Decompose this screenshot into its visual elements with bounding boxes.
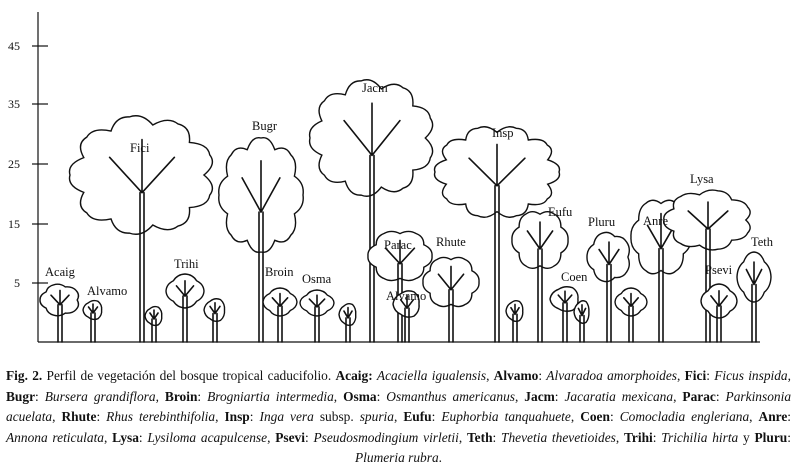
caption-code: Pluru: [754, 429, 788, 445]
caption-species-list: Acaig: Acaciella igualensis, Alvamo: Alvaradoa amorphoides, Fici: Ficus inspida, Bugr: Bursera grandiflora, Broin: Brogniartia intermedia, Osma: Osmanthus americanus, Jacm: Jacaratia mexicana, Parac: Parkinsonia acuelata, Rhute: Rhus terebinthifolia, Insp: Inga vera subsp. spuria, Eufu: Euphorbia tanquahuete, Coen: Comocladia engleriana, Anre: Annona reticulata, Lysa: Lysiloma acapulcense, Psevi: Pseudosmodingium virletii, Teth: Thevetia thevetioides, Trihi: Trichilia hirta y Pluru: Plumeria rubra.: [6, 368, 792, 465]
tick-15: [8, 217, 48, 231]
tree-alvamo-1-trunk: [89, 304, 98, 342]
caption-species: Trichilia hirta: [661, 429, 739, 445]
caption-code: Trihi: [624, 429, 653, 445]
tree-shrub-4: [506, 301, 523, 342]
caption-code: Parac: [682, 388, 716, 404]
caption-code: Teth: [466, 429, 493, 445]
tree-rhute: [423, 257, 479, 342]
caption-species: Pseudosmodingium virletii: [313, 429, 459, 445]
caption-species: Acaciella igualensis: [376, 368, 487, 383]
tick-label-5: 5: [14, 276, 20, 290]
tree-jacm-crown: [310, 80, 433, 197]
tree-broin-trunk: [272, 294, 287, 342]
label-broin: Broin: [265, 265, 294, 279]
tree-anre-trunk: [648, 214, 675, 342]
tree-shrub-2: [204, 299, 225, 342]
caption-species: Comocladia engleriana: [619, 409, 750, 424]
caption-species: Brogniartia intermedia: [207, 388, 334, 404]
caption-intro: Perfil de vegetación del bosque tropical caducifolio.: [42, 368, 336, 383]
caption-fig-label: Fig. 2.: [6, 368, 43, 383]
caption-species: Annona reticulata: [6, 429, 104, 445]
tree-shrub-6: [615, 288, 647, 342]
tick-label-45: 45: [8, 39, 20, 53]
label-insp: Insp: [492, 126, 514, 140]
label-lysa: Lysa: [690, 172, 714, 186]
tick-5: [14, 276, 48, 290]
label-psevi: Psevi: [705, 263, 733, 277]
caption-species: Inga vera: [259, 409, 314, 424]
tick-45: [8, 39, 48, 53]
label-trihi: Trihi: [174, 257, 199, 271]
figure-caption: [6, 366, 791, 469]
caption-code: Acaig:: [335, 368, 373, 383]
label-parac: Parac: [384, 238, 412, 252]
tick-label-25: 25: [8, 157, 20, 171]
tree-shrub-3: [339, 304, 356, 342]
tree-alvamo-1: [83, 301, 102, 342]
caption-species: Lysiloma acapulcense: [147, 429, 268, 445]
tree-shrub-6-trunk: [624, 294, 638, 342]
tree-osma-trunk: [309, 295, 324, 342]
caption-species: Thevetia thevetioides: [501, 429, 616, 445]
label-alvamo-1: Alvamo: [87, 284, 128, 298]
caption-code: Insp: [224, 409, 250, 424]
label-jacm: Jacm: [362, 81, 388, 95]
caption-code: Alvamo: [493, 368, 539, 383]
tree-pluru-crown: [587, 232, 629, 281]
tick-label-15: 15: [8, 217, 20, 231]
caption-code: Lysa: [112, 429, 139, 445]
tree-trihi: [166, 274, 204, 342]
tree-bugr: [219, 138, 303, 342]
label-teth: Teth: [751, 235, 774, 249]
label-fici: Fici: [130, 141, 150, 155]
tree-coen-crown: [550, 287, 578, 311]
caption-code: Bugr: [6, 388, 36, 404]
caption-code: Osma: [343, 388, 377, 404]
tree-trihi-trunk: [176, 281, 193, 342]
tree-shrub-4-trunk: [511, 304, 519, 342]
label-anre: Anre: [643, 214, 668, 228]
label-rhute: Rhute: [436, 235, 466, 249]
caption-code: Jacm: [524, 388, 555, 404]
caption-code: Rhute: [61, 409, 97, 424]
tree-acaig: [40, 284, 78, 342]
tick-35: [8, 97, 48, 111]
tree-shrub-2-trunk: [210, 303, 220, 342]
caption-species: Alvaradoa amorphoides: [546, 368, 678, 383]
label-osma: Osma: [302, 272, 332, 286]
label-coen: Coen: [561, 270, 588, 284]
caption-species: Jacaratia mexicana: [564, 388, 674, 404]
tree-broin: [263, 288, 297, 342]
tick-label-35: 35: [8, 97, 20, 111]
tree-shrub-5: [574, 301, 589, 342]
axis-ticks: [8, 39, 48, 290]
caption-species: Parkinsonia acuelata: [6, 388, 792, 424]
tree-teth: [737, 252, 771, 342]
tree-shrub-1: [145, 307, 162, 342]
caption-species: Ficus inspida: [714, 368, 788, 383]
tree-lysa-crown: [664, 190, 750, 250]
label-pluru: Pluru: [588, 215, 616, 229]
label-eufu: Eufu: [548, 205, 573, 219]
caption-species: Osmanthus americanus: [386, 388, 515, 404]
tree-pluru: [587, 232, 629, 342]
caption-code: Eufu: [403, 409, 432, 424]
caption-species: Euphorbia tanquahuete: [441, 409, 571, 424]
caption-code: Coen: [580, 409, 610, 424]
label-bugr: Bugr: [252, 119, 277, 133]
caption-code: Anre: [758, 409, 788, 424]
caption-species: Plumeria rubra: [354, 450, 439, 465]
caption-species: Rhus terebinthifolia: [106, 409, 216, 424]
tree-fici-crown: [69, 116, 212, 234]
label-alvamo-2: Alvamo: [386, 289, 427, 303]
tree-eufu: [512, 212, 568, 342]
caption-code: Broin: [164, 388, 198, 404]
tree-osma: [300, 290, 334, 342]
caption-species: Bursera grandiflora: [44, 388, 156, 404]
caption-species: spuria: [359, 409, 394, 424]
caption-code: Psevi: [275, 429, 305, 445]
label-acaig: Acaig: [45, 265, 75, 279]
caption-code: Fici: [684, 368, 707, 383]
tick-25: [8, 157, 48, 171]
